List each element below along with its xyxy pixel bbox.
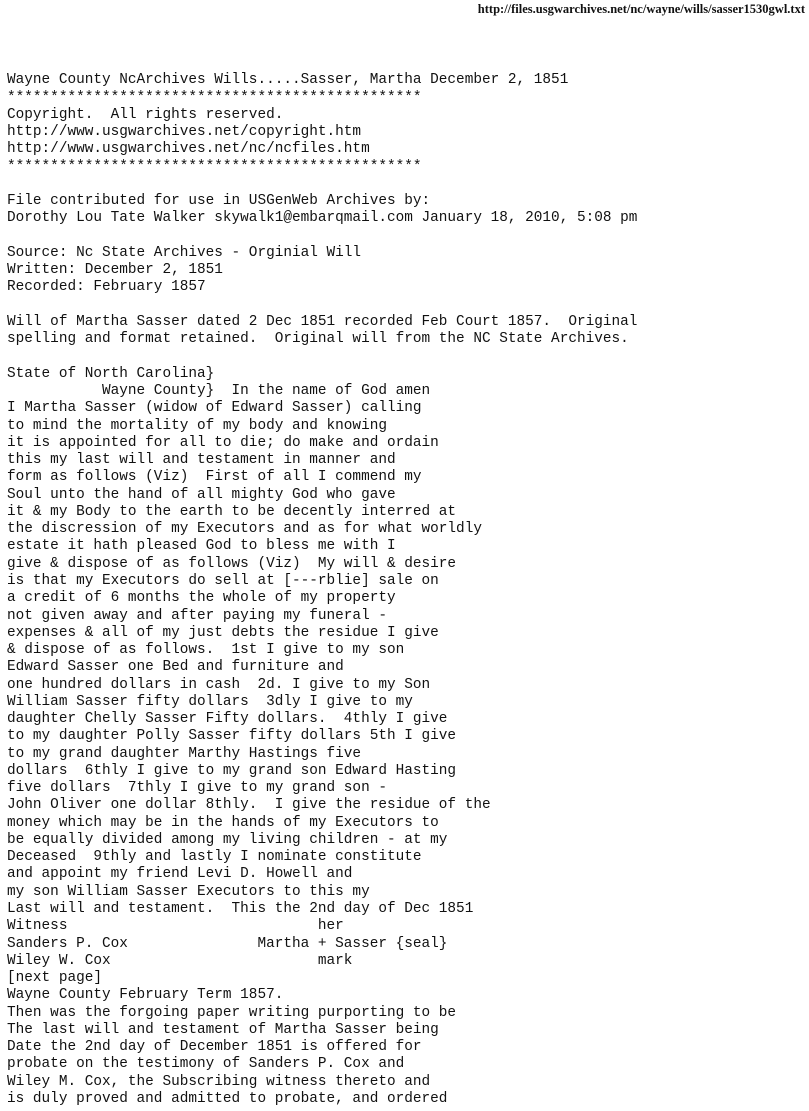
text-line: Deceased 9thly and lastly I nominate constitute <box>7 849 422 866</box>
text-line <box>7 55 805 72</box>
text-line: be equally divided among my living children - at my <box>7 831 448 848</box>
text-line: Edward Sasser one Bed and furniture and <box>7 659 344 676</box>
text-line <box>7 297 805 314</box>
text-line: Written: December 2, 1851 <box>7 262 223 279</box>
text-line: File contributed for use in USGenWeb Archives by: <box>7 193 431 210</box>
text-line: William Sasser fifty dollars 3dly I give to my <box>7 693 413 710</box>
text-line: Sanders P. Cox Martha + Sasser {seal} <box>7 935 448 952</box>
text-line: expenses & all of my just debts the residue I give <box>7 624 439 641</box>
text-line: Wiley M. Cox, the Subscribing witness thereto and <box>7 1073 431 1090</box>
text-line: spelling and format retained. Original will from the NC State Archives. <box>7 331 629 348</box>
text-line: & dispose of as follows. 1st I give to my son <box>7 642 405 659</box>
text-line: give & dispose of as follows (Viz) My will & desire <box>7 555 457 572</box>
text-line: Source: Nc State Archives - Orginial Will <box>7 244 362 261</box>
text-line: Wayne County February Term 1857. <box>7 987 284 1004</box>
text-line: [next page] <box>7 970 102 987</box>
text-line: this my last will and testament in manner and <box>7 452 396 469</box>
text-line: daughter Chelly Sasser Fifty dollars. 4thly I give <box>7 711 448 728</box>
text-line: ************************************************ <box>7 158 422 175</box>
text-line: one hundred dollars in cash 2d. I give to my Son <box>7 676 431 693</box>
text-line: Recorded: February 1857 <box>7 279 206 296</box>
text-line: Wiley W. Cox mark <box>7 952 353 969</box>
text-line: Then was the forgoing paper writing purporting to be <box>7 1004 457 1021</box>
text-line: and appoint my friend Levi D. Howell and <box>7 866 353 883</box>
text-line: Date the 2nd day of December 1851 is offered for <box>7 1039 422 1056</box>
text-line: Last will and testament. This the 2nd day of Dec 1851 <box>7 901 474 918</box>
text-line <box>7 176 805 193</box>
text-line: my son William Sasser Executors to this my <box>7 883 370 900</box>
text-line: dollars 6thly I give to my grand son Edward Hasting <box>7 762 457 779</box>
text-line: Wayne County NcArchives Wills.....Sasser, Martha December 2, 1851 <box>7 72 569 89</box>
text-line: is that my Executors do sell at [---rblie] sale on <box>7 572 439 589</box>
source-url-header: http://files.usgwarchives.net/nc/wayne/wills/sasser1530gwl.txt <box>477 2 805 16</box>
text-line <box>7 349 805 366</box>
text-line: Will of Martha Sasser dated 2 Dec 1851 recorded Feb Court 1857. Original <box>7 313 638 330</box>
text-line: form as follows (Viz) First of all I commend my <box>7 469 422 486</box>
text-line <box>7 228 805 245</box>
text-line: ************************************************ <box>7 89 422 106</box>
text-line: a credit of 6 months the whole of my property <box>7 590 396 607</box>
text-line: it & my Body to the earth to be decently interred at <box>7 503 457 520</box>
text-line: estate it hath pleased God to bless me with I <box>7 538 396 555</box>
will-transcription-text <box>7 55 805 1108</box>
text-line: to mind the mortality of my body and knowing <box>7 417 387 434</box>
text-line: the discression of my Executors and as for what worldly <box>7 521 482 538</box>
text-line: John Oliver one dollar 8thly. I give the residue of the <box>7 797 491 814</box>
text-line: money which may be in the hands of my Executors to <box>7 814 439 831</box>
text-line: Soul unto the hand of all mighty God who gave <box>7 486 396 503</box>
text-line: it is appointed for all to die; do make and ordain <box>7 434 439 451</box>
text-line: The last will and testament of Martha Sasser being <box>7 1021 439 1038</box>
text-line: State of North Carolina} <box>7 365 215 382</box>
text-line: to my daughter Polly Sasser fifty dollars 5th I give <box>7 728 457 745</box>
text-line: Wayne County} In the name of God amen <box>7 383 431 400</box>
text-line: http://www.usgwarchives.net/copyright.htm <box>7 124 362 141</box>
text-line: probate on the testimony of Sanders P. Cox and <box>7 1056 405 1073</box>
text-line: five dollars 7thly I give to my grand son - <box>7 780 387 797</box>
text-line: is duly proved and admitted to probate, and ordered <box>7 1090 448 1107</box>
text-line: not given away and after paying my funeral - <box>7 607 387 624</box>
text-line: Dorothy Lou Tate Walker skywalk1@embarqmail.com January 18, 2010, 5:08 pm <box>7 210 638 227</box>
text-line: http://www.usgwarchives.net/nc/ncfiles.htm <box>7 141 370 158</box>
text-line: I Martha Sasser (widow of Edward Sasser) calling <box>7 400 422 417</box>
text-line: Copyright. All rights reserved. <box>7 106 284 123</box>
text-line: to my grand daughter Marthy Hastings five <box>7 745 362 762</box>
text-line: Witness her <box>7 918 344 935</box>
